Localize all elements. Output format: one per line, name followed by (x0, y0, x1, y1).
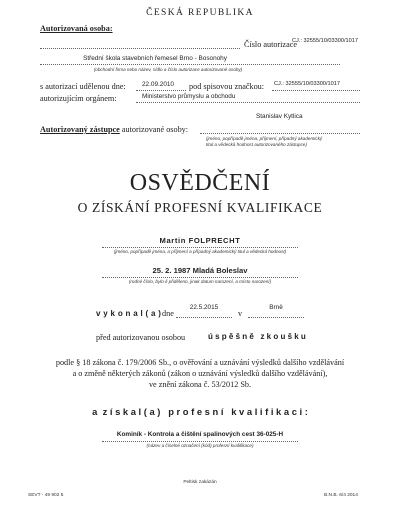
footer-left-code: SEVT - 49 902 5 (28, 493, 64, 498)
certificate-subtitle: O ZÍSKÁNÍ PROFESNÍ KVALIFIKACE (77, 200, 323, 215)
exam-date-value: 22.5.2015 (189, 304, 219, 311)
representative-label (40, 125, 188, 134)
authorized-person-dotted-line (40, 48, 240, 49)
authority-label: autorizujícím orgánem: (40, 94, 117, 103)
legal-text-line3: ve znění zákona č. 53/2012 Sb. (148, 380, 252, 389)
qualification-caption: (název a číselné označení (kód) profesní kvalifikace) (146, 443, 254, 448)
authorized-person-heading: Autorizovaná osoba: (40, 24, 113, 33)
granted-date-line (136, 90, 186, 91)
file-number-value: CJ.: 32555/10/03300/1017 (274, 81, 340, 87)
holder-birth-line (102, 277, 298, 278)
representative-name: Stanislav Kytlica (256, 113, 303, 120)
exam-date-label: dne (162, 309, 174, 318)
qualification-heading: a z í s k a l ( a ) p r o f e s n í k v a l i f i k a c i : (92, 406, 308, 417)
granted-date-value: 22.09.2010 (142, 81, 174, 88)
representative-line (200, 133, 360, 134)
holder-name-caption: (jméno, popřípadě jména, a příjmení a případný akademický titul a vědecká hodnost) (113, 249, 287, 254)
representative-caption-line1: (jméno, popřípadě jména, příjmení, případný akademický (206, 136, 323, 141)
print-note: Peltisk zakázán (183, 480, 217, 485)
exam-place-line (248, 317, 304, 318)
authority-line (136, 102, 360, 103)
representative-label-bold: Autorizovaný zástupce (40, 125, 120, 134)
legal-text-line1: podle § 18 zákona č. 179/2006 Sb., o ověřování a uznávání výsledků dalšího vzdělávání (55, 358, 345, 367)
authorization-number-value: CJ.: 32555/10/03300/1017 (292, 38, 358, 44)
certificate-title: OSVĚDČENÍ (129, 170, 271, 196)
qualification-line (102, 441, 298, 442)
exam-place-value: Brně (269, 304, 283, 311)
authorized-person-name: Střední škola stavebních řemesel Brno - Bosonohy (83, 55, 227, 62)
exam-result: ú s p ě š n ě z k o u š k u (208, 332, 306, 341)
authority-value: Ministerstvo průmyslu a obchodu (142, 93, 236, 100)
holder-birth-caption: (rodné číslo, bylo-li přiděleno, jinak datum narození, a místo narození) (128, 279, 272, 284)
legal-text-line2: a o změně některých zákonů (zákon o uznávání výsledků dalšího vzdělávání), (72, 369, 328, 378)
representative-caption-line2: titul a vědecká hodnost autorizovaného zástupce) (206, 142, 307, 147)
authorized-person-caption: (obchodní firma nebo název, sídlo a číslo autorizace autorizované osoby) (93, 67, 243, 72)
country-header: ČESKÁ REPUBLIKA (146, 8, 254, 18)
qualification-name: Kominík - Kontrola a čištění spalinových cest 36-025-H (116, 431, 284, 438)
file-number-label: pod spisovou značkou: (189, 82, 265, 91)
exam-place-label: v (238, 309, 243, 318)
exam-performed-label: v y k o n a l ( a ) (96, 309, 162, 318)
granted-date-label: s autorizací udělenou dne: (40, 82, 126, 91)
footer-right-code: B.N.B. 6/4 2014 (324, 493, 358, 498)
holder-name-line (102, 247, 298, 248)
authorized-person-name-line (40, 64, 340, 65)
authorization-number-label: Číslo autorizace (244, 40, 297, 49)
representative-label-rest: autorizované osoby: (121, 125, 189, 134)
holder-birth: 25. 2. 1987 Mladá Boleslav (152, 266, 248, 275)
holder-name: Martin FOLPRECHT (159, 236, 241, 245)
file-number-line (272, 90, 360, 91)
exam-before-label: před autorizovanou osobou (96, 333, 186, 342)
exam-date-line (176, 317, 232, 318)
